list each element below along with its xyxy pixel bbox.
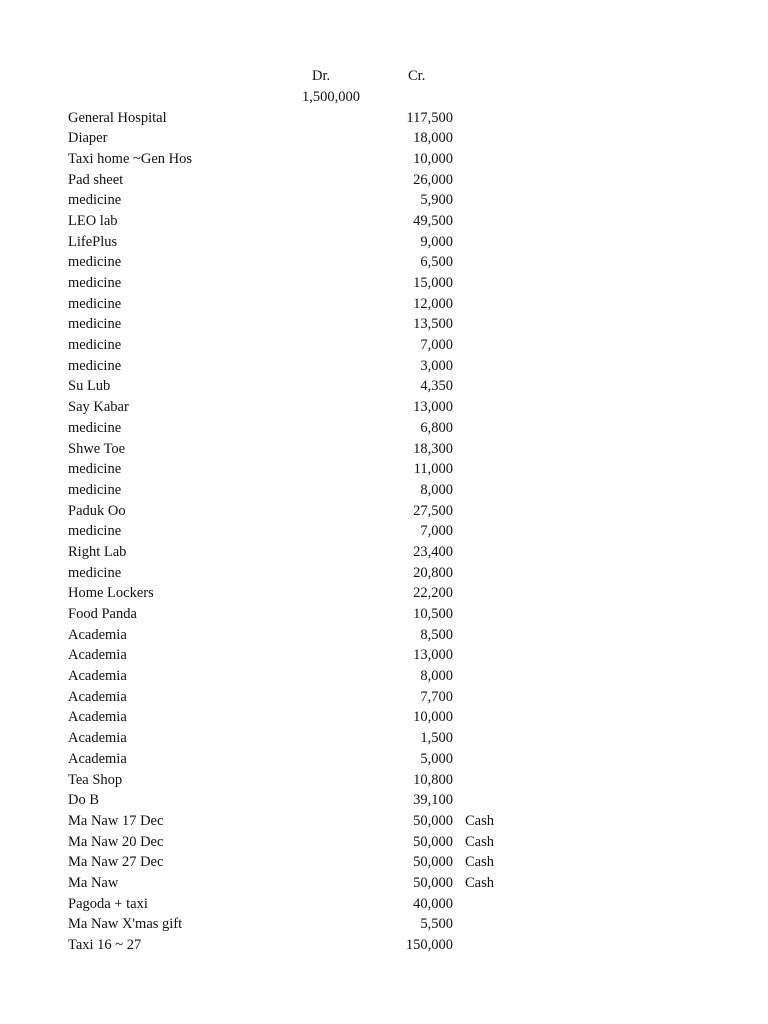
row-description: medicine bbox=[68, 275, 122, 291]
row-credit-amount: 6,500 bbox=[420, 254, 453, 271]
ledger-row bbox=[0, 170, 768, 191]
row-credit-amount: 49,500 bbox=[413, 212, 453, 229]
row-description: Tea Shop bbox=[68, 771, 123, 788]
row-description: Shwe Toe bbox=[68, 440, 126, 457]
ledger-row bbox=[0, 914, 768, 935]
row-description: Say Kabar bbox=[68, 399, 129, 416]
row-credit-amount: 27,500 bbox=[413, 502, 453, 519]
ledger-row bbox=[0, 335, 768, 356]
ledger-row bbox=[0, 542, 768, 563]
row-note: Cash bbox=[465, 874, 494, 891]
row-description: Academia bbox=[68, 668, 127, 685]
ledger-row bbox=[0, 376, 768, 397]
row-description: Ma Naw 20 Dec bbox=[68, 833, 164, 850]
row-credit-amount: 7,000 bbox=[420, 523, 453, 540]
ledger-row bbox=[0, 811, 768, 832]
ledger-row bbox=[0, 521, 768, 542]
row-credit-amount: 6,800 bbox=[420, 419, 453, 436]
ledger-row bbox=[0, 666, 768, 687]
row-credit-amount: 26,000 bbox=[413, 171, 453, 188]
row-credit-amount: 3,000 bbox=[420, 357, 453, 374]
row-credit-amount: 5,000 bbox=[420, 750, 453, 767]
row-description: medicine bbox=[68, 523, 122, 540]
ledger-row bbox=[0, 294, 768, 315]
row-credit-amount: 8,000 bbox=[420, 668, 453, 685]
ledger-row bbox=[0, 770, 768, 791]
ledger-row bbox=[0, 563, 768, 584]
row-description: medicine bbox=[68, 254, 122, 271]
row-note: Cash bbox=[465, 854, 494, 871]
row-credit-amount: 13,000 bbox=[413, 399, 453, 416]
row-description: Paduk Oo bbox=[68, 502, 126, 519]
row-credit-amount: 7,000 bbox=[420, 337, 453, 354]
row-description: Pad sheet bbox=[68, 171, 124, 188]
row-description: Academia bbox=[68, 688, 127, 705]
row-credit-amount: 8,000 bbox=[420, 481, 453, 498]
ledger-row bbox=[0, 501, 768, 522]
ledger-row bbox=[0, 728, 768, 749]
row-description: Ma Naw 27 Dec bbox=[68, 854, 164, 871]
row-description: Academia bbox=[68, 647, 127, 664]
row-description: medicine bbox=[68, 357, 122, 374]
ledger-row bbox=[0, 790, 768, 811]
ledger-rows bbox=[0, 108, 768, 956]
row-credit-amount: 5,900 bbox=[420, 192, 453, 209]
ledger-row bbox=[0, 707, 768, 728]
debit-total: 1,500,000 bbox=[302, 89, 360, 105]
row-description: medicine bbox=[68, 461, 122, 478]
row-credit-amount: 150,000 bbox=[405, 937, 453, 953]
row-credit-amount: 11,000 bbox=[413, 461, 453, 478]
row-credit-amount: 18,000 bbox=[413, 130, 453, 147]
row-credit-amount: 10,800 bbox=[413, 771, 453, 788]
row-description: Diaper bbox=[68, 130, 108, 147]
ledger-row bbox=[0, 459, 768, 480]
row-credit-amount: 39,100 bbox=[413, 792, 453, 809]
ledger-row bbox=[0, 439, 768, 460]
ledger-row bbox=[0, 108, 768, 129]
row-credit-amount: 40,000 bbox=[413, 895, 453, 912]
row-credit-amount: 4,350 bbox=[420, 378, 453, 395]
ledger-row bbox=[0, 894, 768, 915]
row-credit-amount: 1,500 bbox=[420, 730, 453, 747]
row-credit-amount: 50,000 bbox=[413, 833, 453, 850]
row-description: medicine bbox=[68, 481, 122, 498]
row-description: Ma Naw X'mas gift bbox=[68, 916, 183, 933]
row-description: Food Panda bbox=[68, 606, 137, 622]
row-description: Taxi home ~Gen Hos bbox=[68, 150, 193, 167]
credit-column-header: Cr. bbox=[408, 68, 426, 84]
row-description: Do B bbox=[68, 792, 100, 809]
row-description: Academia bbox=[68, 750, 127, 767]
row-description: Academia bbox=[68, 730, 127, 747]
ledger-row bbox=[0, 232, 768, 253]
row-description: LifePlus bbox=[68, 233, 118, 250]
ledger-row bbox=[0, 190, 768, 211]
row-credit-amount: 15,000 bbox=[413, 275, 453, 291]
ledger-row bbox=[0, 128, 768, 149]
row-description: medicine bbox=[68, 337, 122, 354]
row-credit-amount: 50,000 bbox=[413, 874, 453, 891]
row-credit-amount: 50,000 bbox=[413, 854, 453, 871]
row-description: LEO lab bbox=[68, 212, 118, 229]
row-description: medicine bbox=[68, 564, 122, 581]
row-note: Cash bbox=[465, 833, 494, 850]
row-credit-amount: 13,500 bbox=[413, 316, 453, 333]
row-description: Su Lub bbox=[68, 378, 111, 395]
ledger-row bbox=[0, 832, 768, 853]
debit-column-header: Dr. bbox=[312, 68, 331, 84]
row-credit-amount: 20,800 bbox=[413, 564, 453, 581]
ledger-row bbox=[0, 480, 768, 501]
row-credit-amount: 13,000 bbox=[413, 647, 453, 664]
row-description: Taxi 16 ~ 27 bbox=[68, 937, 142, 953]
ledger-row bbox=[0, 935, 768, 956]
row-description: medicine bbox=[68, 419, 122, 436]
ledger-row bbox=[0, 687, 768, 708]
ledger-row bbox=[0, 397, 768, 418]
row-description: Home Lockers bbox=[68, 585, 154, 602]
row-credit-amount: 22,200 bbox=[413, 585, 453, 602]
row-description: Pagoda + taxi bbox=[68, 895, 148, 912]
row-credit-amount: 10,500 bbox=[413, 606, 453, 622]
row-description: Ma Naw 17 Dec bbox=[68, 812, 164, 829]
ledger-row bbox=[0, 356, 768, 377]
ledger-row bbox=[0, 583, 768, 604]
row-credit-amount: 23,400 bbox=[413, 543, 453, 560]
ledger-row bbox=[0, 273, 768, 294]
ledger-row bbox=[0, 211, 768, 232]
ledger-row bbox=[0, 625, 768, 646]
row-credit-amount: 50,000 bbox=[413, 812, 453, 829]
ledger-row bbox=[0, 604, 768, 625]
row-description: Academia bbox=[68, 626, 127, 643]
row-credit-amount: 18,300 bbox=[413, 440, 453, 457]
ledger-row bbox=[0, 314, 768, 335]
ledger-row bbox=[0, 873, 768, 894]
row-credit-amount: 9,000 bbox=[420, 233, 453, 250]
row-credit-amount: 117,500 bbox=[406, 109, 453, 126]
row-credit-amount: 10,000 bbox=[413, 709, 453, 726]
row-credit-amount: 8,500 bbox=[420, 626, 453, 643]
row-description: medicine bbox=[68, 295, 122, 312]
row-credit-amount: 10,000 bbox=[413, 150, 453, 167]
row-description: medicine bbox=[68, 192, 122, 209]
row-description: Ma Naw bbox=[68, 874, 119, 891]
row-credit-amount: 12,000 bbox=[413, 295, 453, 312]
ledger-row bbox=[0, 749, 768, 770]
ledger-row bbox=[0, 852, 768, 873]
ledger-row bbox=[0, 252, 768, 273]
ledger-row bbox=[0, 418, 768, 439]
ledger-row bbox=[0, 645, 768, 666]
ledger-row bbox=[0, 149, 768, 170]
row-description: medicine bbox=[68, 316, 122, 333]
row-note: Cash bbox=[465, 812, 494, 829]
row-description: General Hospital bbox=[68, 109, 167, 126]
row-credit-amount: 5,500 bbox=[420, 916, 453, 933]
row-description: Academia bbox=[68, 709, 127, 726]
row-credit-amount: 7,700 bbox=[420, 688, 453, 705]
row-description: Right Lab bbox=[68, 543, 127, 560]
